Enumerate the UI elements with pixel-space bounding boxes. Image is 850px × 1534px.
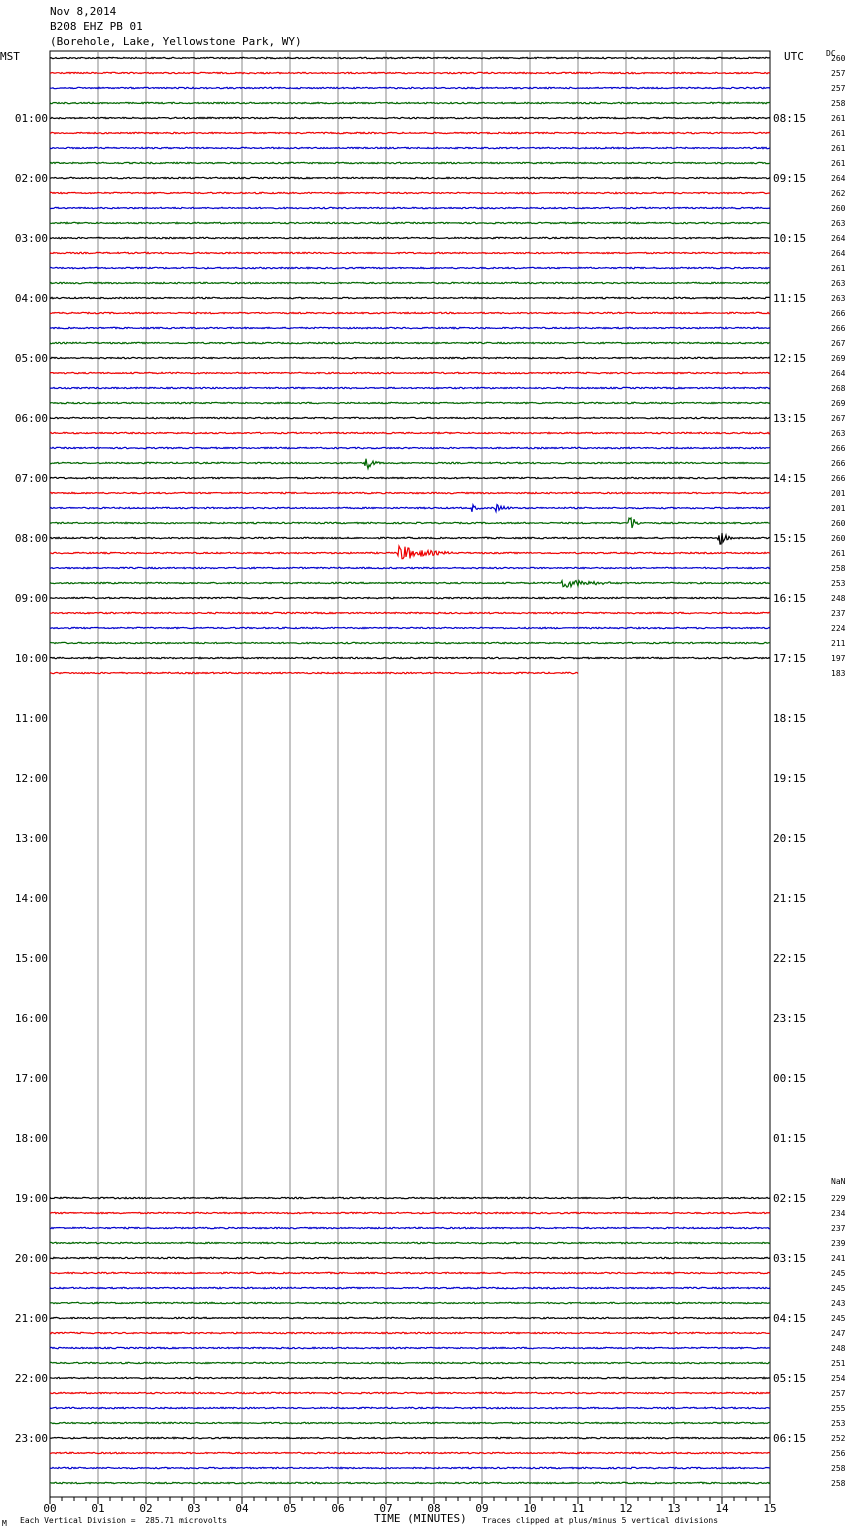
dc-offset-labels [831,54,846,1488]
seismic-trace [50,222,770,223]
seismic-trace [50,459,770,469]
dc-offset-label: 211 [831,639,846,648]
dc-offset-label: 264 [831,369,846,378]
dc-offset-label: 261 [831,129,846,138]
mst-hour-label: 12:00 [14,772,48,785]
seismic-trace [50,447,770,448]
seismic-trace [50,1422,770,1423]
dc-offset-label: 261 [831,159,846,168]
dc-offset-label: 245 [831,1284,846,1293]
seismic-trace [50,533,770,544]
clip-note: Traces clipped at plus/minus 5 vertical divisions [482,1516,719,1525]
left-timezone-label: MST [0,50,20,63]
dc-offset-label: 248 [831,594,846,603]
seismic-trace [50,72,770,73]
utc-hour-label: 04:15 [773,1312,807,1325]
x-tick-label: 02 [139,1502,153,1515]
mst-hour-label: 22:00 [14,1372,48,1385]
trace-layer [50,57,770,1483]
dc-offset-label: 263 [831,294,846,303]
seismic-trace [50,546,770,558]
seismic-trace [50,1197,770,1198]
hour-labels [15,112,806,1445]
seismic-trace [50,1482,770,1483]
mst-hour-label: 04:00 [14,292,48,305]
seismic-trace [50,597,770,598]
dc-offset-label: 260 [831,204,846,213]
seismic-trace [50,432,770,433]
seismic-trace [50,372,770,373]
dc-offset-label: 257 [831,69,846,78]
dc-label: DC [826,49,836,58]
x-tick-label: 06 [331,1502,345,1515]
dc-offset-label: 261 [831,264,846,273]
seismic-trace [50,1392,770,1393]
seismic-trace [50,1257,770,1258]
seismic-trace [50,1437,770,1438]
mst-hour-label: 19:00 [14,1192,48,1205]
dc-offset-label: 257 [831,84,846,93]
seismic-trace [50,387,770,388]
seismic-trace [50,1362,770,1363]
dc-offset-label: 263 [831,279,846,288]
x-tick-label: 09 [475,1502,489,1515]
seismic-trace [50,567,770,568]
mst-hour-label: 08:00 [14,532,48,545]
utc-hour-label: 09:15 [773,172,807,185]
mst-hour-label: 18:00 [14,1132,48,1145]
seismic-trace [50,1317,770,1318]
mst-hour-label: 13:00 [14,832,48,845]
dc-offset-label: 197 [831,654,846,663]
dc-offset-label: 267 [831,339,846,348]
dc-offset-label: 224 [831,624,846,633]
seismic-trace [50,1302,770,1303]
seismic-trace [50,132,770,133]
x-tick-label: 10 [523,1502,537,1515]
dc-offset-label: 266 [831,459,846,468]
dc-offset-label: 237 [831,1224,846,1233]
dc-offset-label: 248 [831,1344,846,1353]
seismic-trace [50,1287,770,1288]
utc-hour-label: 22:15 [773,952,807,965]
seismic-trace [50,518,770,528]
utc-hour-label: 20:15 [773,832,807,845]
seismic-trace [50,177,770,178]
dc-offset-label: 257 [831,1389,846,1398]
dc-offset-label: 241 [831,1254,846,1263]
dc-offset-label: 255 [831,1404,846,1413]
seismic-trace [50,312,770,313]
seismic-trace [50,1347,770,1348]
seismic-trace [50,267,770,268]
dc-offset-label: 258 [831,564,846,573]
dc-offset-label: 258 [831,99,846,108]
utc-hour-label: 15:15 [773,532,807,545]
mst-hour-label: 02:00 [14,172,48,185]
dc-offset-label: 239 [831,1239,846,1248]
dc-offset-label: 251 [831,1359,846,1368]
mst-hour-label: 17:00 [14,1072,48,1085]
dc-offset-label: 201 [831,489,846,498]
dc-offset-label: 261 [831,549,846,558]
seismic-trace [50,1407,770,1408]
dc-offset-label: 269 [831,354,846,363]
utc-hour-label: 14:15 [773,472,807,485]
utc-hour-label: 17:15 [773,652,807,665]
seismic-trace [50,342,770,343]
utc-hour-label: 19:15 [773,772,807,785]
utc-hour-label: 12:15 [773,352,807,365]
seismic-trace [50,477,770,478]
seismic-trace [50,327,770,328]
dc-offset-label: 258 [831,1464,846,1473]
nan-label: NaN [831,1177,846,1186]
dc-offset-label: 260 [831,54,846,63]
dc-offset-label: 253 [831,1419,846,1428]
x-tick-label: 05 [283,1502,297,1515]
mst-hour-label: 20:00 [14,1252,48,1265]
x-tick-label: 14 [715,1502,729,1515]
x-tick-label: 04 [235,1502,249,1515]
seismic-trace [50,1272,770,1273]
seismic-trace [50,147,770,148]
dc-offset-label: 263 [831,219,846,228]
seismic-trace [50,642,770,643]
utc-hour-label: 16:15 [773,592,807,605]
x-tick-label: 01 [91,1502,105,1515]
seismic-trace [50,162,770,163]
mst-hour-label: 07:00 [14,472,48,485]
x-tick-label: 12 [619,1502,633,1515]
dc-offset-label: 253 [831,579,846,588]
utc-hour-label: 03:15 [773,1252,807,1265]
seismic-trace [50,492,770,493]
seismic-trace [50,282,770,283]
x-axis-title: TIME (MINUTES) [374,1512,467,1525]
utc-hour-label: 08:15 [773,112,807,125]
dc-offset-label: 269 [831,399,846,408]
seismic-trace [50,297,770,298]
seismic-trace [50,117,770,118]
seismic-trace [50,87,770,88]
seismic-trace [50,417,770,418]
seismic-trace [50,357,770,358]
mst-hour-label: 03:00 [14,232,48,245]
seismic-trace [50,1467,770,1468]
seismic-trace [50,627,770,628]
mst-hour-label: 14:00 [14,892,48,905]
dc-offset-label: 183 [831,669,846,678]
seismic-trace [50,237,770,238]
x-tick-label: 07 [379,1502,393,1515]
dc-offset-label: 261 [831,144,846,153]
utc-hour-label: 10:15 [773,232,807,245]
x-tick-label: 11 [571,1502,585,1515]
mst-hour-label: 05:00 [14,352,48,365]
seismic-trace [50,1452,770,1453]
dc-offset-label: 261 [831,114,846,123]
seismic-trace [50,657,770,658]
dc-offset-label: 254 [831,1374,846,1383]
seismic-trace [50,102,770,103]
utc-hour-label: 02:15 [773,1192,807,1205]
dc-offset-label: 245 [831,1269,846,1278]
utc-hour-label: 11:15 [773,292,807,305]
dc-offset-label: 256 [831,1449,846,1458]
right-timezone-label: UTC [784,50,804,63]
dc-offset-label: 234 [831,1209,846,1218]
x-tick-label: 03 [187,1502,201,1515]
corner-mark: M [2,1519,7,1528]
dc-offset-label: 264 [831,174,846,183]
mst-hour-label: 23:00 [14,1432,48,1445]
seismic-trace [50,1212,770,1213]
mst-hour-label: 06:00 [14,412,48,425]
mst-hour-label: 21:00 [14,1312,48,1325]
seismic-trace [50,192,770,193]
dc-offset-label: 229 [831,1194,846,1203]
seismic-trace [50,1332,770,1333]
mst-hour-label: 09:00 [14,592,48,605]
utc-hour-label: 01:15 [773,1132,807,1145]
seismic-trace [50,505,770,512]
dc-offset-label: 266 [831,474,846,483]
header-location: (Borehole, Lake, Yellowstone Park, WY) [50,35,302,48]
seismic-trace [50,581,770,588]
seismic-trace [50,1242,770,1243]
dc-offset-label: 266 [831,309,846,318]
dc-offset-label: 245 [831,1314,846,1323]
dc-offset-label: 266 [831,324,846,333]
dc-offset-label: 262 [831,189,846,198]
dc-offset-label: 267 [831,414,846,423]
utc-hour-label: 05:15 [773,1372,807,1385]
header-station: B208 EHZ PB 01 [50,20,143,33]
seismic-trace [50,402,770,403]
x-tick-label: 08 [427,1502,441,1515]
seismic-trace [50,1377,770,1378]
dc-offset-label: 260 [831,534,846,543]
mst-hour-label: 16:00 [14,1012,48,1025]
seismic-trace [50,57,770,58]
dc-offset-label: 268 [831,384,846,393]
dc-offset-label: 264 [831,234,846,243]
dc-offset-label: 247 [831,1329,846,1338]
seismic-trace [50,207,770,208]
scale-note: Each Vertical Division = 285.71 microvolts [20,1516,228,1525]
mst-hour-label: 01:00 [14,112,48,125]
dc-offset-label: 263 [831,429,846,438]
x-tick-label: 15 [763,1502,777,1515]
seismic-trace [50,252,770,253]
dc-offset-label: 260 [831,519,846,528]
dc-offset-label: 258 [831,1479,846,1488]
seismic-trace [50,672,578,673]
dc-offset-label: 264 [831,249,846,258]
dc-offset-label: 243 [831,1299,846,1308]
mst-hour-label: 11:00 [14,712,48,725]
dc-offset-label: 266 [831,444,846,453]
dc-offset-label: 201 [831,504,846,513]
dc-offset-label: 252 [831,1434,846,1443]
mst-hour-label: 10:00 [14,652,48,665]
utc-hour-label: 00:15 [773,1072,807,1085]
x-tick-label: 00 [43,1502,57,1515]
utc-hour-label: 06:15 [773,1432,807,1445]
seismic-trace [50,1227,770,1228]
header-date: Nov 8,2014 [50,5,117,18]
mst-hour-label: 15:00 [14,952,48,965]
utc-hour-label: 21:15 [773,892,807,905]
dc-offset-label: 237 [831,609,846,618]
seismic-trace [50,612,770,613]
utc-hour-label: 23:15 [773,1012,807,1025]
utc-hour-label: 13:15 [773,412,807,425]
utc-hour-label: 18:15 [773,712,807,725]
x-tick-label: 13 [667,1502,681,1515]
